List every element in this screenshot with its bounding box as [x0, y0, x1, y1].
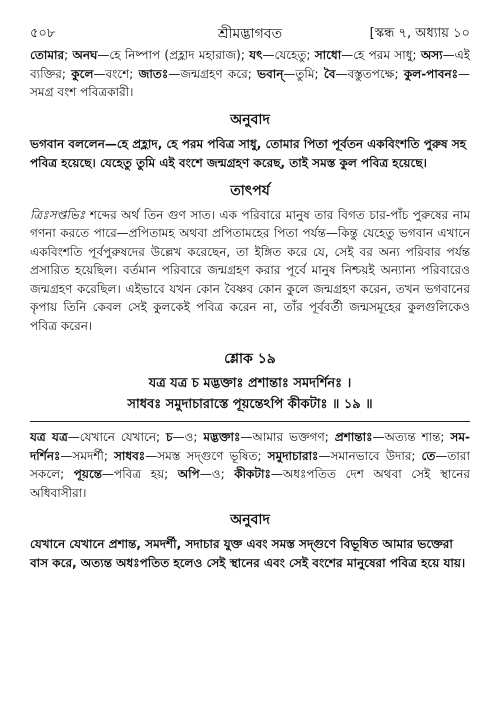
synonym-meaning: হে পরম সাধু — [353, 48, 413, 62]
synonym-word: কুলে — [71, 66, 94, 81]
synonym-word: তে — [421, 448, 436, 463]
synonym-meaning: পবিত্র হয় — [114, 467, 165, 481]
page-header — [30, 20, 470, 46]
synonym-word: ভবান্ — [257, 66, 284, 81]
synonym-word: সাধো — [314, 48, 342, 62]
purport-body: শব্দের অর্থ তিন গুণ সাত। এক পরিবারে মানুষ তার বিগত চার-পাঁচ পুরুষের নাম গণনা করতে পারে—প্রপিতামহ অথবা প্রপিতামহের পিতা পর্যন্ত—কিন্তু যেহেতু ভগবান এখানে একবিংশতি পূর্বপুরুষদের উল্লেখ করেছেন, তা ইঙ্গিত করে যে, সেই বর অন্য পরিবার পর্যন্ত প্রসারিত হয়েছিল। বর্তমান পরিবারে জন্মগ্রহণ করার পূর্বে মানুষ নিশ্চয়ই অন্যান্য পরিবারেও জন্মগ্রহণ করেছিল। এইভাবে যখন কোন বৈষ্ণব কোন কুলে জন্মগ্রহণ করেন, তখন ভগবানের কৃপায় তিনি কেবল সেই কুলকেই পবিত্র করেন না, তাঁর পূর্ববর্তী জন্মসমূহের কুলগুলিকেও পবিত্র করেন। — [30, 207, 470, 333]
verse-number-heading: শ্লোক ১৯ — [224, 351, 276, 367]
synonym-word: সাধবঃ — [113, 448, 146, 463]
synonyms-text: যত্র যত্র—যেখানে যেখানে; চ—ও; মদ্ভক্তাঃ—আমার ভক্তগণ; প্রশান্তাঃ—অত্যন্ত শান্ত; সম-দর্শিনঃ—সমদর্শী; সাধবঃ—সমস্ত সদ্গুণে ভূষিত; সমুদাচারাঃ—সমানভাবে উদার; তে—তারা সকলে; পূয়ন্তে—পবিত্র হয়; অপি—ও; কীকটাঃ—অধঃপতিত দেশ অথবা সেই স্থানের অধিবাসীরা। — [30, 430, 470, 500]
synonym-meaning: অধঃপতিত দেশ অথবা সেই স্থানের অধিবাসীরা। — [30, 467, 470, 500]
synonym-meaning: এই ব্যক্তির — [30, 48, 470, 81]
translation-heading: অনুবাদ — [230, 111, 270, 128]
synonym-word: অস্য — [420, 48, 443, 62]
purport-text — [30, 206, 470, 336]
purport-term: ত্রিঃসপ্তভিঃ — [30, 207, 86, 222]
synonym-meaning: জন্মগ্রহণ করে — [180, 66, 248, 81]
verse-line-1: যত্র যত্র চ মদ্ভক্তাঃ প্রশান্তাঃ সমদর্শিনঃ । — [148, 376, 352, 391]
synonym-meaning: হে নিষ্পাপ (প্রহ্লাদ মহারাজ) — [109, 48, 241, 62]
synonym-word: চ — [166, 430, 173, 444]
chapter-reference: [স্কন্ধ ৭, অধ্যায় ১০ — [369, 26, 470, 41]
synonym-word: প্রশান্তাঃ — [334, 430, 373, 444]
synonym-word: যত্র যত্র — [30, 430, 68, 444]
synonyms-previous-verse: তোমার; অনঘ—হে নিষ্পাপ (প্রহ্লাদ মহারাজ); যৎ—যেহেতু; সাধো—হে পরম সাধু; অস্য—এই ব্যক্তির; কুলে—বংশে; জাতঃ—জন্মগ্রহণ করে; ভবান্—তুমি; বৈ—বস্তুতপক্ষে; কুল-পাবনঃ—সমগ্র বংশ পবিত্রকারী। — [30, 48, 471, 99]
synonym-word: পূয়ন্তে — [73, 467, 103, 481]
synonym-meaning: সমানভাবে উদার — [330, 448, 412, 463]
verse-line-2: সাধবঃ সমুদাচারাস্তে পূয়ন্তেঽপি কীকটাঃ ॥ ১৯ ॥ — [127, 397, 373, 412]
page-number: ৫০৮ — [30, 26, 56, 41]
synonym-word: সম-দর্শিনঃ — [30, 430, 470, 463]
synonym-meaning: সমগ্র বংশ পবিত্রকারী। — [30, 85, 134, 99]
synonym-word: জাতঃ — [138, 66, 169, 81]
synonym-meaning: বস্তুতপক্ষে — [347, 66, 395, 81]
synonym-meaning: আমার ভক্তগণ — [252, 430, 325, 444]
purport-heading: তাৎপর্য — [230, 182, 270, 199]
synonym-meaning: বংশে — [105, 66, 130, 81]
synonym-word: কুল-পাবনঃ — [403, 66, 459, 81]
synonym-meaning: তারা সকলে — [30, 448, 470, 481]
translation-heading-2: অনুবাদ — [230, 512, 270, 528]
synonym-meaning: যেহেতু — [274, 48, 307, 62]
synonym-meaning: যেখানে যেখানে — [79, 430, 156, 444]
translation-text-2: যেখানে যেখানে প্রশান্ত, সমদর্শী, সদাচার যুক্ত এবং সমস্ত সদ্গুণে বিভূষিত আমার ভক্তেরা বাস করে, অত্যন্ত অধঃপতিত হলেও সেই স্থানের এবং সেই বংশের মানুষেরা পবিত্র হয়ে যায়। — [30, 537, 466, 570]
divider — [30, 421, 470, 422]
synonym-word: অপি — [177, 467, 200, 481]
synonym-word: যৎ — [249, 48, 263, 62]
synonym-meaning: ও — [184, 430, 194, 444]
synonym-meaning: ও — [211, 467, 221, 481]
book-title: শ্রীমদ্ভাগবত — [217, 26, 283, 42]
synonym-word: কীকটাঃ — [234, 467, 271, 481]
synonym-meaning: সমস্ত সদ্গুণে ভূষিত — [157, 448, 258, 463]
synonym-word: অনঘ — [72, 48, 98, 62]
synonym-word: তোমার — [30, 48, 65, 62]
synonym-word: মদ্ভক্তাঃ — [203, 430, 241, 444]
translation-text: ভগবান বললেন—হে প্রহ্লাদ, হে পরম পবিত্র সাধু, তোমার পিতা পূর্বতন একবিংশতি পুরুষ সহ পবিত্র হয়েছে। যেহেতু তুমি এই বংশে জন্মগ্রহণ করেছ, তাই সমস্ত কুল পবিত্র হয়েছে। — [30, 136, 467, 170]
synonym-meaning: সমদর্শী — [72, 448, 104, 463]
synonym-meaning: তুমি — [295, 66, 315, 81]
synonym-word: বৈ — [323, 66, 336, 81]
synonym-word: সমুদাচারাঃ — [267, 448, 319, 463]
book-page — [30, 20, 470, 573]
synonym-meaning: অত্যন্ত শান্ত — [384, 430, 441, 444]
